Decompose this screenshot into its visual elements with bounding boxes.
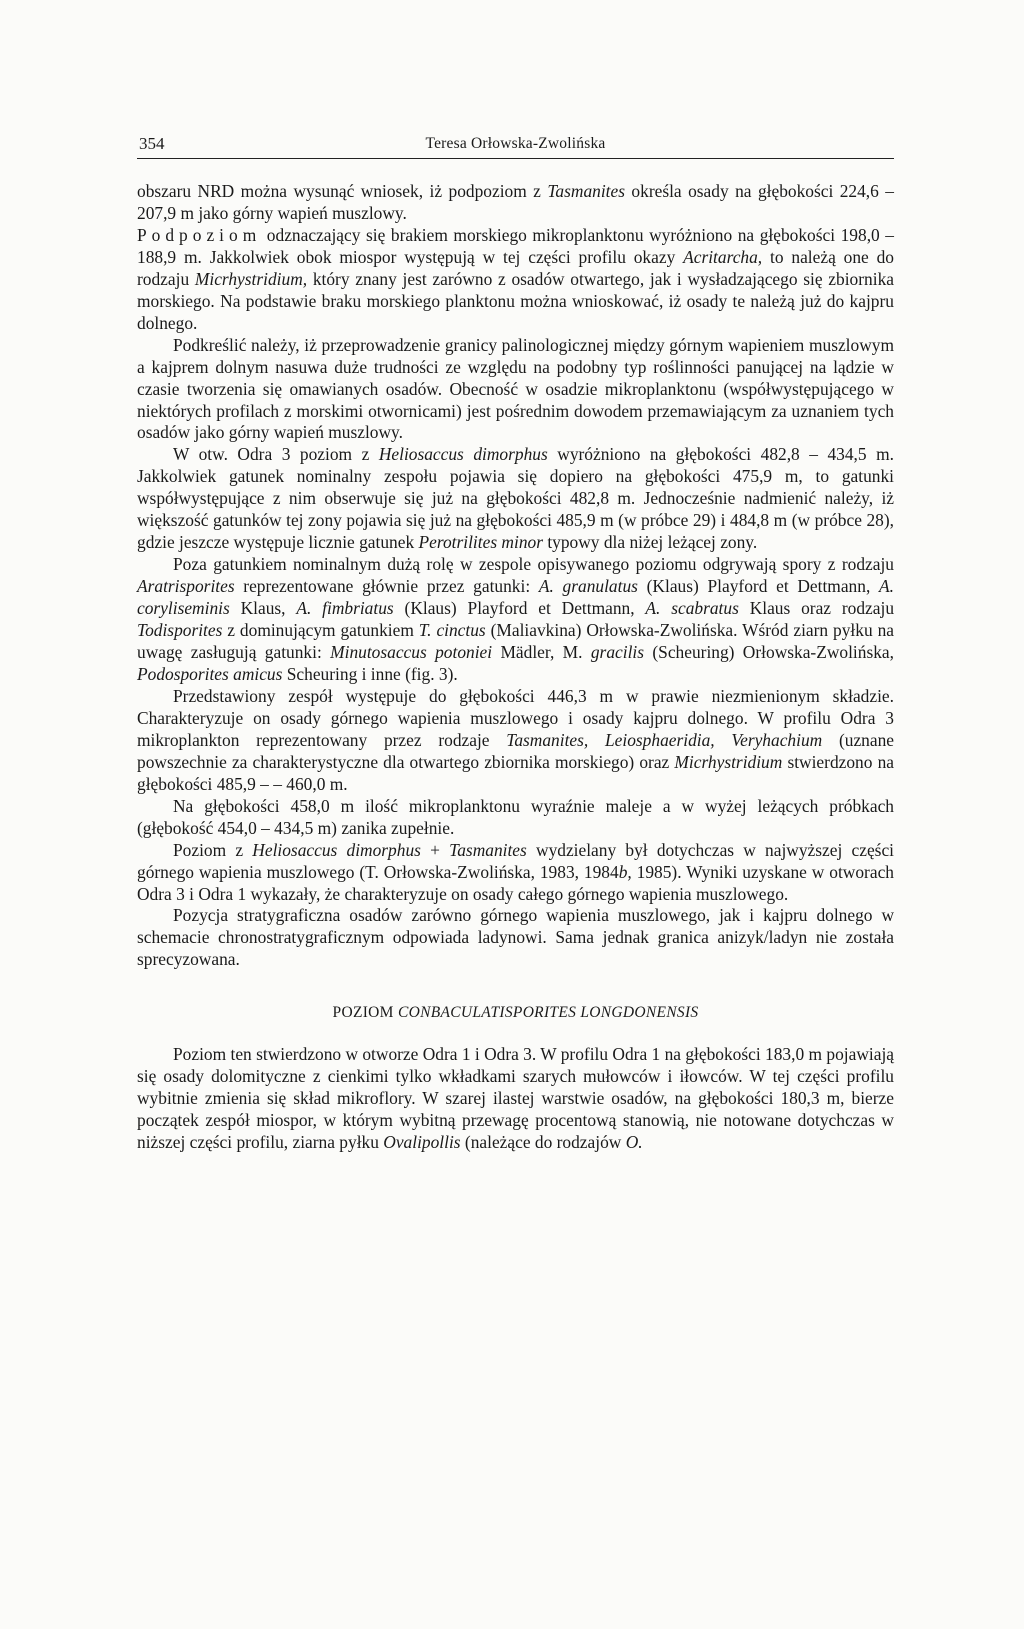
running-head-author: Teresa Orłowska-Zwolińska	[425, 135, 606, 152]
paragraph-6	[137, 686, 894, 796]
taxon-name: Micrhystridium,	[194, 268, 308, 289]
taxon-name: Tasmanites, Leiosphaeridia, Veryhachium	[506, 729, 823, 750]
spaced-term: Podpoziom	[137, 224, 262, 245]
taxon-name: O.	[625, 1132, 643, 1153]
taxon-name: A. scabratus	[645, 598, 739, 619]
taxon-name: Minutosaccus potoniei	[330, 642, 493, 663]
taxon-name: Heliosaccus dimorphus	[252, 839, 421, 860]
text-run: (Klaus) Playford et Dettmann,	[393, 598, 646, 619]
taxon-name: Aratrisporites	[137, 576, 235, 597]
text-run: wydzielany był dotychczas w najwyższej części górnego wapienia muszlowego (T. Orłowska-Zwolińska, 1983, 1984	[137, 839, 894, 882]
paragraph-4	[137, 444, 894, 554]
text-run: (uznane powszechnie za charakterystyczne dla otwartego zbiornika morskiego) oraz	[137, 729, 894, 772]
running-header	[137, 132, 894, 159]
text-run: wyróżniono na głębokości 482,8 – 434,5 m. Jakkolwiek gatunek nominalny zespołu pojawia się dopiero na głębokości 475,9 m, to gatunki współwystępujące z nim obserwuje się już na głębokości 482,8 m. Jednocześnie nadmienić należy, iż większość gatunków tej zony pojawia się już na głębokości 485,9 m (w próbce 29) i 484,8 m (w próbce 28), gdzie jeszcze występuje licznie gatunek	[137, 444, 894, 553]
paragraph-1	[137, 181, 894, 225]
paragraph-2	[137, 225, 894, 335]
paragraph-10	[137, 1044, 894, 1154]
text-run: typowy dla niżej leżącej zony.	[542, 532, 758, 553]
text-run: Klaus oraz rodzaju	[738, 598, 895, 619]
heading-taxon: CONBACULATISPORITES LONGDONENSIS	[397, 1004, 699, 1022]
page-number: 354	[139, 134, 165, 153]
text-run: Poza gatunkiem nominalnym dużą rolę w zespole opisywanego poziomu odgrywają spory z rodzaju	[173, 554, 894, 575]
text-run: który znany jest zarówno z osadów otwartego, jak i wysładzającego się zbiornika morskiego. Na podstawie braku morskiego planktonu można wnioskować, iż osady te należą już do kajpru dolnego.	[137, 268, 894, 333]
text-run: Przedstawiony zespół występuje do głębokości 446,3 m w prawie niezmienionym składzie. Charakteryzuje on osady górnego wapienia muszlowego i osady kajpru dolnego. W profilu Odra 3 mikroplankton reprezentowany przez rodzaje	[137, 685, 894, 750]
text-run: (Maliavkina) Orłowska-Zwolińska. Wśród ziarn pyłku na uwagę zasługują gatunki:	[137, 620, 894, 663]
taxon-name: Tasmanites	[449, 839, 527, 860]
taxon-name: Ovalipollis	[383, 1132, 461, 1153]
text-run: stwierdzono na głębokości 485,9 – – 460,0 m.	[137, 751, 894, 794]
taxon-name: Heliosaccus dimorphus	[378, 444, 548, 465]
taxon-name: A. coryliseminis	[137, 576, 894, 619]
taxon-name: gracilis	[590, 642, 644, 663]
text-run: to należą one do rodzaju	[137, 246, 894, 289]
text-run: Poziom ten stwierdzono w otworze Odra 1 i Odra 3. W profilu Odra 1 na głębokości 183,0 m pojawiają się osady dolomityczne z cienkimi tylko wkładkami szarych mułowców i iłowców. W tej części profilu wybitnie zmienia się skład mikroflory. W szarej ilastej warstwie osadów, na głębokości 180,3 m, bierze początek zespół miospor, w którym wybitną przewagę procentową stanowią, nie notowane dotychczas w niższej części profilu, ziarna pyłku	[137, 1044, 894, 1153]
text-run: odznaczający się brakiem morskiego mikroplanktonu wyróżniono na głębokości 198,0 – 188,9 m. Jakkolwiek obok miospor występują w tej części profilu okazy	[137, 224, 894, 267]
paragraph-5	[137, 554, 894, 686]
taxon-name: Podosporites amicus	[137, 663, 283, 684]
taxon-name: Micrhystridium	[674, 751, 783, 772]
citation-suffix: b,	[618, 861, 632, 882]
taxon-name: Acritarcha,	[683, 246, 763, 267]
text-run: Poziom z	[173, 839, 253, 860]
text-run: +	[420, 839, 450, 860]
text-run: reprezentowane głównie przez gatunki:	[234, 576, 539, 597]
text-run: 1985). Wyniki uzyskane w otworach Odra 3 i Odra 1 wykazały, że charakteryzuje on osady całego górnego wapienia muszlowego.	[137, 861, 894, 904]
text-run: Mädler, M.	[492, 642, 591, 663]
text-run: (należące do rodzajów	[460, 1132, 626, 1153]
taxon-name: Todisporites	[137, 620, 223, 641]
text-run: Klaus,	[229, 598, 297, 619]
section-heading	[137, 1002, 894, 1024]
body-text	[137, 181, 894, 1154]
taxon-name: A. fimbriatus	[296, 598, 394, 619]
text-run: obszaru NRD można wysunąć wniosek, iż podpoziom z	[137, 181, 548, 201]
taxon-name: T. cinctus	[418, 620, 486, 641]
paragraph-8	[137, 840, 894, 906]
text-run: Scheuring i inne (fig. 3).	[282, 663, 458, 684]
paragraph-9: Pozycja stratygraficzna osadów zarówno górnego wapienia muszlowego, jak i kajpru dolnego w schemacie chronostratygraficznym odpowiada ladynowi. Sama jednak granica anizyk/ladyn nie została sprecyzowana.	[137, 905, 894, 970]
text-run: (Scheuring) Orłowska-Zwolińska,	[644, 642, 894, 663]
text-run: określa osady na głębokości 224,6 – 207,9 m jako górny wapień muszlowy.	[137, 181, 894, 223]
text-run: z dominującym gatunkiem	[222, 620, 419, 641]
text-run: W otw. Odra 3 poziom z	[173, 444, 379, 465]
text-run: (Klaus) Playford et Dettmann,	[637, 576, 880, 597]
paragraph-7: Na głębokości 458,0 m ilość mikroplanktonu wyraźnie maleje a w wyżej leżących próbkach (głębokość 454,0 – 434,5 m) zanika zupełnie.	[137, 795, 894, 838]
taxon-name: A. granulatus	[538, 576, 638, 597]
taxon-name: Tasmanites	[547, 181, 625, 201]
heading-prefix: POZIOM	[332, 1004, 398, 1022]
paragraph-3: Podkreślić należy, iż przeprowadzenie granicy palinologicznej między górnym wapieniem muszlowym a kajprem dolnym nasuwa duże trudności ze względu na podobny typ roślinności panującej na lądzie w czasie tworzenia się omawianych osadów. Obecność w osadzie mikroplanktonu (współwystępującego w niektórych profilach z morskimi otwornicami) jest pośrednim dowodem przemawiającym za uznaniem tych osadów jako górny wapień muszlowy.	[137, 334, 894, 443]
taxon-name: Perotrilites minor	[418, 532, 543, 553]
